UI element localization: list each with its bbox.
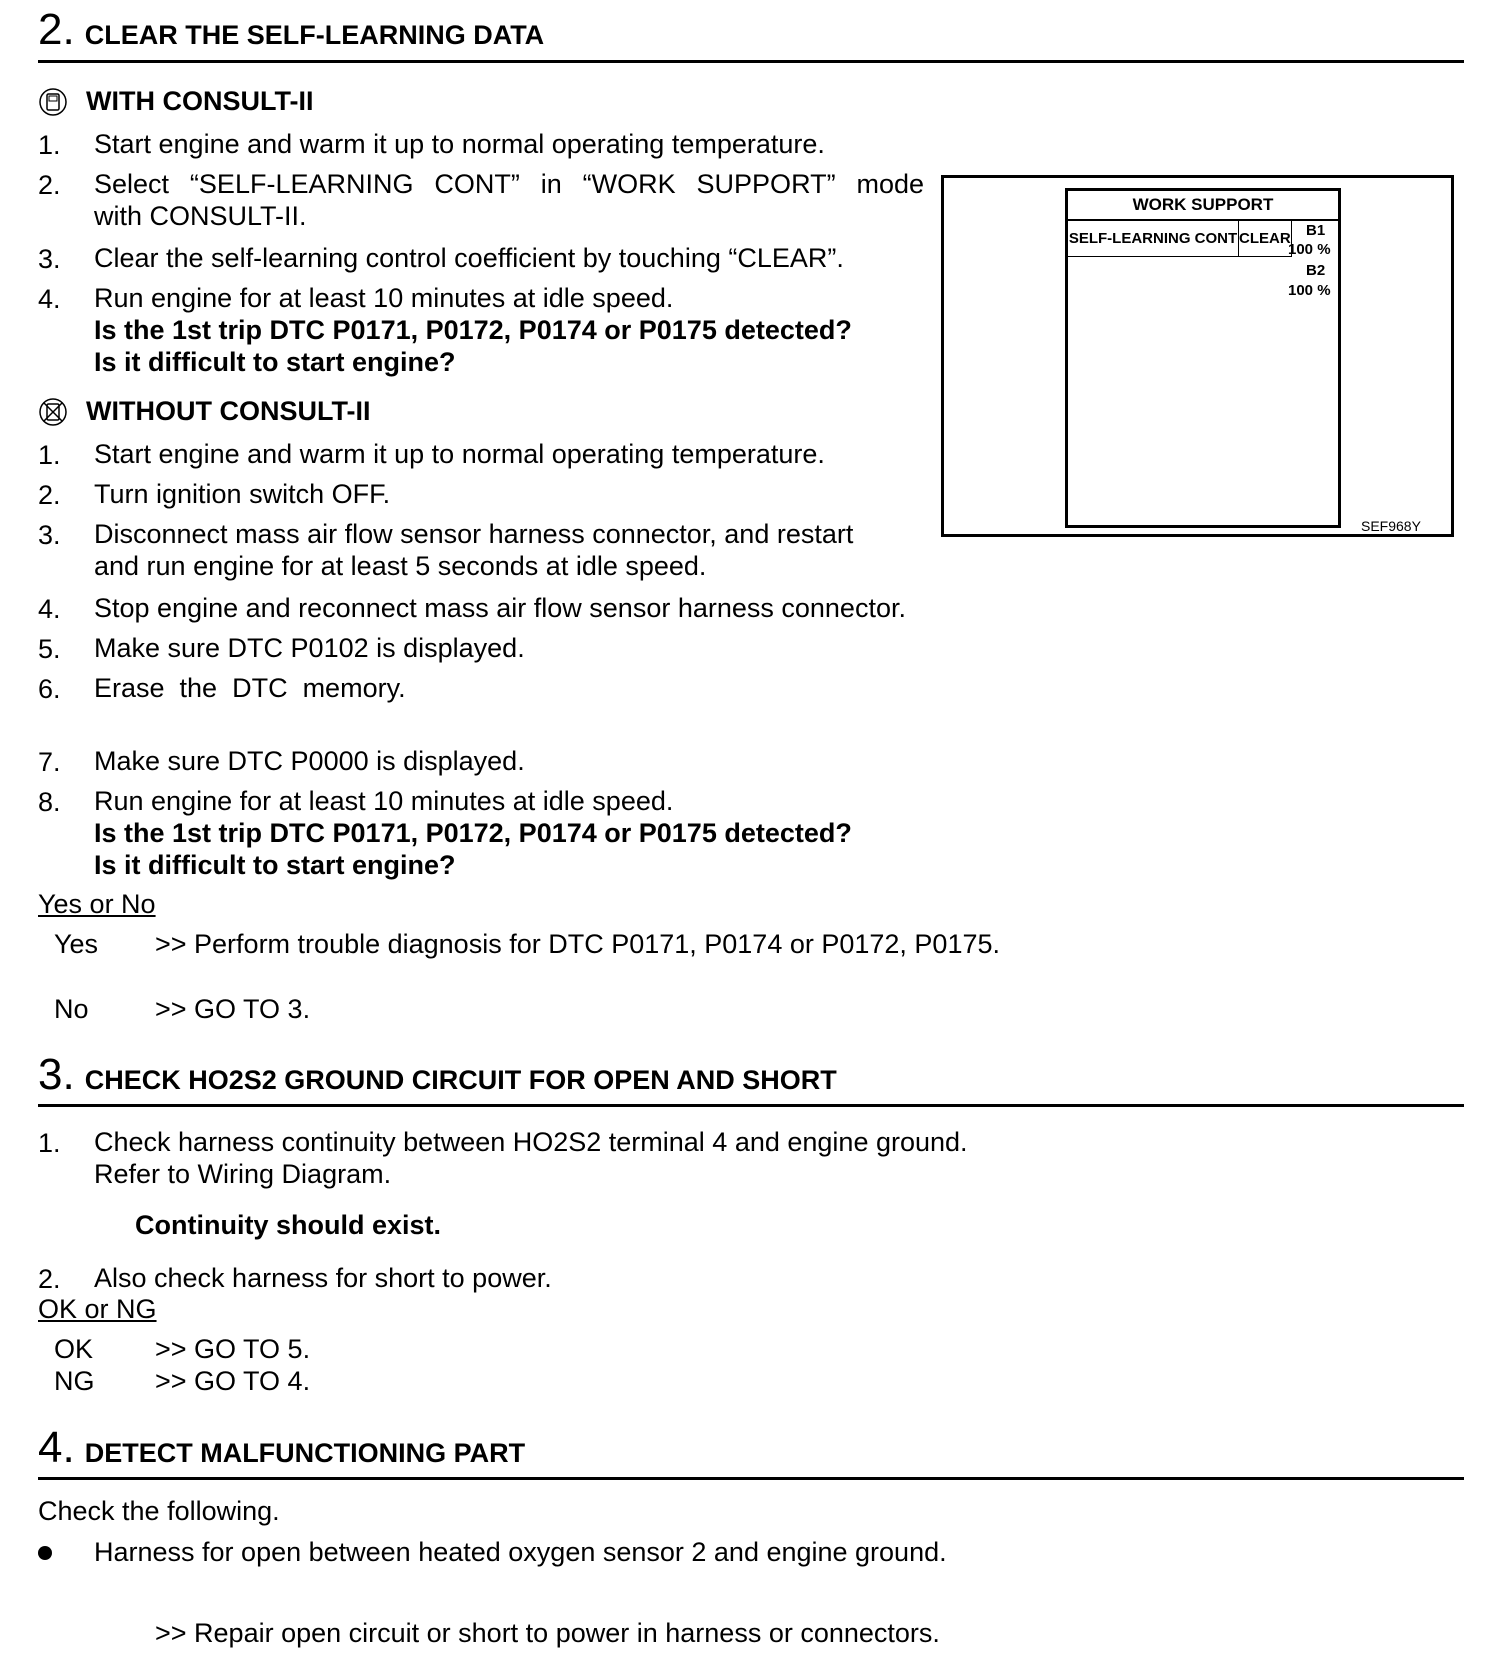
result-key: Yes: [54, 929, 99, 959]
list-item-line: Select “SELF-LEARNING CONT” in “WORK SUPPORT” mode: [94, 169, 924, 199]
result-key: NG: [54, 1366, 95, 1396]
list-number: 2.: [38, 1264, 61, 1294]
step-2-heading: [38, 5, 545, 54]
section-divider: [38, 60, 1464, 63]
list-item: [94, 282, 852, 378]
screen-header: WORK SUPPORT: [1132, 195, 1274, 214]
list-item-line: Disconnect mass air flow sensor harness connector, and restart: [94, 519, 854, 549]
list-item-line: Run engine for at least 10 minutes at idle speed.: [94, 786, 674, 816]
without-consult-title: WITHOUT CONSULT-II: [86, 396, 371, 426]
work-support-screen: [1065, 188, 1341, 528]
list-item: Stop engine and reconnect mass air flow sensor harness connector.: [94, 593, 906, 623]
bank1-label: B1: [1306, 222, 1326, 239]
list-item: Also check harness for short to power.: [94, 1263, 552, 1293]
list-number: 8.: [38, 787, 61, 817]
result-action: >> GO TO 4.: [155, 1366, 311, 1396]
list-item: Make sure DTC P0102 is displayed.: [94, 633, 525, 663]
result-key: OK: [54, 1334, 94, 1364]
step-number: 4.: [38, 1423, 75, 1472]
bank2-value: 100 %: [1288, 282, 1331, 299]
question-line: Is it difficult to start engine?: [94, 850, 456, 880]
question-line: Is it difficult to start engine?: [94, 347, 456, 377]
list-number: 6.: [38, 674, 61, 704]
list-item: Turn ignition switch OFF.: [94, 479, 391, 509]
list-item-line: with CONSULT-II.: [94, 201, 307, 231]
list-item: Erase the DTC memory.: [94, 673, 406, 703]
continuity-spec: Continuity should exist.: [135, 1210, 442, 1240]
list-item: Clear the self-learning control coefficient by touching “CLEAR”.: [94, 243, 844, 273]
without-consult-heading: [38, 396, 370, 427]
no-consult-icon: [38, 397, 68, 427]
list-number: 4.: [38, 594, 61, 624]
step-title: CHECK HO2S2 GROUND CIRCUIT FOR OPEN AND SHORT: [84, 1065, 837, 1095]
list-item: [94, 168, 924, 232]
step-number: 2.: [38, 5, 75, 54]
list-item: Start engine and warm it up to normal operating temperature.: [94, 129, 825, 159]
step-4-heading: [38, 1423, 526, 1472]
self-learning-row-label: SELF-LEARNING CONT: [1068, 230, 1238, 247]
clear-button: CLEAR: [1239, 230, 1291, 247]
result-action: >> Perform trouble diagnosis for DTC P0171, P0174 or P0172, P0175.: [155, 929, 1001, 959]
list-number: 4.: [38, 284, 61, 314]
question-line: Is the 1st trip DTC P0171, P0172, P0174 or P0175 detected?: [94, 315, 852, 345]
result-label: Yes or No: [38, 889, 156, 919]
section-divider: [38, 1477, 1464, 1480]
with-consult-title: WITH CONSULT-II: [86, 86, 314, 116]
list-item: Start engine and warm it up to normal operating temperature.: [94, 439, 825, 469]
list-item-line: Run engine for at least 10 minutes at idle speed.: [94, 283, 674, 313]
result-action: >> GO TO 5.: [155, 1334, 311, 1364]
list-number: 3.: [38, 520, 61, 550]
list-item: [94, 785, 852, 881]
step-3-heading: [38, 1050, 837, 1099]
list-number: 2.: [38, 170, 61, 200]
list-item: Make sure DTC P0000 is displayed.: [94, 746, 525, 776]
list-number: 7.: [38, 747, 61, 777]
consult-tool-icon: [38, 87, 68, 117]
list-number: 5.: [38, 634, 61, 664]
list-item: [94, 518, 853, 582]
list-item-line: Check harness continuity between HO2S2 terminal 4 and engine ground.: [94, 1127, 968, 1157]
list-number: 1.: [38, 130, 61, 160]
step-number: 3.: [38, 1050, 75, 1099]
result-key: No: [54, 994, 89, 1024]
list-item: [94, 1126, 968, 1190]
check-intro: Check the following.: [38, 1496, 280, 1526]
result-label: OK or NG: [38, 1294, 157, 1324]
list-number: 2.: [38, 480, 61, 510]
result-action: >> GO TO 3.: [155, 994, 311, 1024]
bank1-value: 100 %: [1288, 241, 1331, 258]
section-divider: [38, 1104, 1464, 1107]
list-item-line: Refer to Wiring Diagram.: [94, 1159, 392, 1189]
bullet-item: Harness for open between heated oxygen sensor 2 and engine ground.: [94, 1537, 947, 1567]
list-number: 3.: [38, 244, 61, 274]
bullet-icon: [38, 1546, 52, 1560]
list-number: 1.: [38, 1128, 61, 1158]
repair-action: >> Repair open circuit or short to power in harness or connectors.: [155, 1618, 940, 1648]
with-consult-heading: [38, 86, 313, 117]
question-line: Is the 1st trip DTC P0171, P0172, P0174 or P0175 detected?: [94, 818, 852, 848]
step-title: CLEAR THE SELF-LEARNING DATA: [84, 20, 545, 50]
list-number: 1.: [38, 440, 61, 470]
bank2-label: B2: [1306, 262, 1326, 279]
list-item-line: and run engine for at least 5 seconds at idle speed.: [94, 551, 707, 581]
figure-code: SEF968Y: [1361, 518, 1421, 534]
step-title: DETECT MALFUNCTIONING PART: [84, 1438, 526, 1468]
